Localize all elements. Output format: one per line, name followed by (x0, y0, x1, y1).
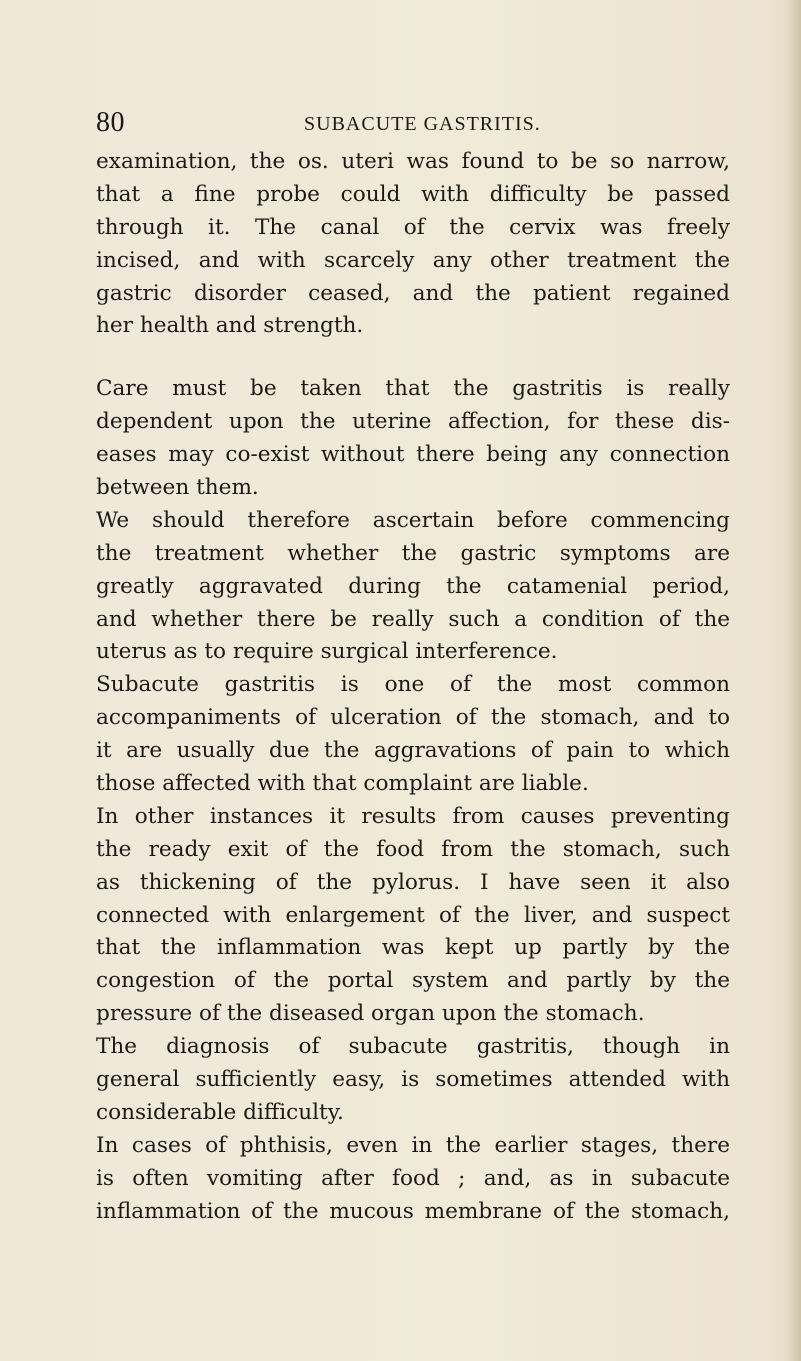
text-line: through it. The canal of the cervix was freely (96, 214, 730, 240)
text-line: uterus as to require surgical interference. (96, 639, 558, 665)
paragraph (96, 801, 730, 1031)
text-line: pressure of the diseased organ upon the stomach. (96, 1001, 645, 1027)
text-line: connected with enlargement of the liver, and suspect (96, 902, 730, 928)
paragraph-gap (96, 343, 730, 373)
page-number: 80 (96, 107, 125, 138)
page-edge-shadow (787, 0, 801, 1361)
paragraph (96, 1031, 730, 1130)
text-line: that a fine probe could with difficulty be passed (96, 181, 730, 207)
text-line: that the inflammation was kept up partly by the (96, 935, 730, 961)
text-line: incised, and with scarcely any other treatment the (96, 247, 730, 273)
text-line: between them. (96, 475, 259, 501)
paragraph (96, 146, 730, 343)
text-line: accompaniments of ulceration of the stomach, and to (96, 705, 730, 731)
text-line: Subacute gastritis is one of the most common (96, 672, 730, 698)
page-header (96, 107, 736, 139)
text-line: is often vomiting after food ; and, as in subacute (96, 1165, 730, 1191)
text-line: considerable difficulty. (96, 1099, 344, 1125)
paragraph (96, 373, 730, 505)
text-line: and whether there be really such a condition of the (96, 606, 730, 632)
text-line: In other instances it results from causes preventing (96, 803, 730, 829)
text-line: The diagnosis of subacute gastritis, though in (96, 1034, 730, 1060)
text-line: it are usually due the aggravations of pain to which (96, 738, 730, 764)
paragraph (96, 505, 730, 669)
text-line: inflammation of the mucous membrane of the stomach, (96, 1198, 730, 1224)
text-line: the treatment whether the gastric symptoms are (96, 540, 730, 566)
text-line: eases may co-exist without there being any connection (96, 442, 730, 468)
running-head: SUBACUTE GASTRITIS. (304, 113, 541, 135)
text-line: In cases of phthisis, even in the earlier stages, there (96, 1132, 730, 1158)
text-line: general sufficiently easy, is sometimes attended with (96, 1067, 730, 1093)
text-line: as thickening of the pylorus. I have seen it also (96, 869, 730, 895)
text-line: dependent upon the uterine affection, for these dis- (96, 409, 730, 435)
text-line: Care must be taken that the gastritis is really (96, 376, 730, 402)
text-line: examination, the os. uteri was found to be so narrow, (96, 149, 730, 174)
text-line: the ready exit of the food from the stomach, such (96, 836, 730, 862)
text-line: those affected with that complaint are liable. (96, 771, 589, 797)
text-line: greatly aggravated during the catamenial period, (96, 573, 730, 599)
text-line: gastric disorder ceased, and the patient regained (96, 280, 730, 306)
text-line: congestion of the portal system and partly by the (96, 968, 730, 994)
body-text (96, 146, 730, 1229)
text-line: her health and strength. (96, 313, 364, 339)
paragraph (96, 669, 730, 801)
paragraph (96, 1130, 730, 1229)
text-line: We should therefore ascertain before commencing (96, 507, 730, 533)
